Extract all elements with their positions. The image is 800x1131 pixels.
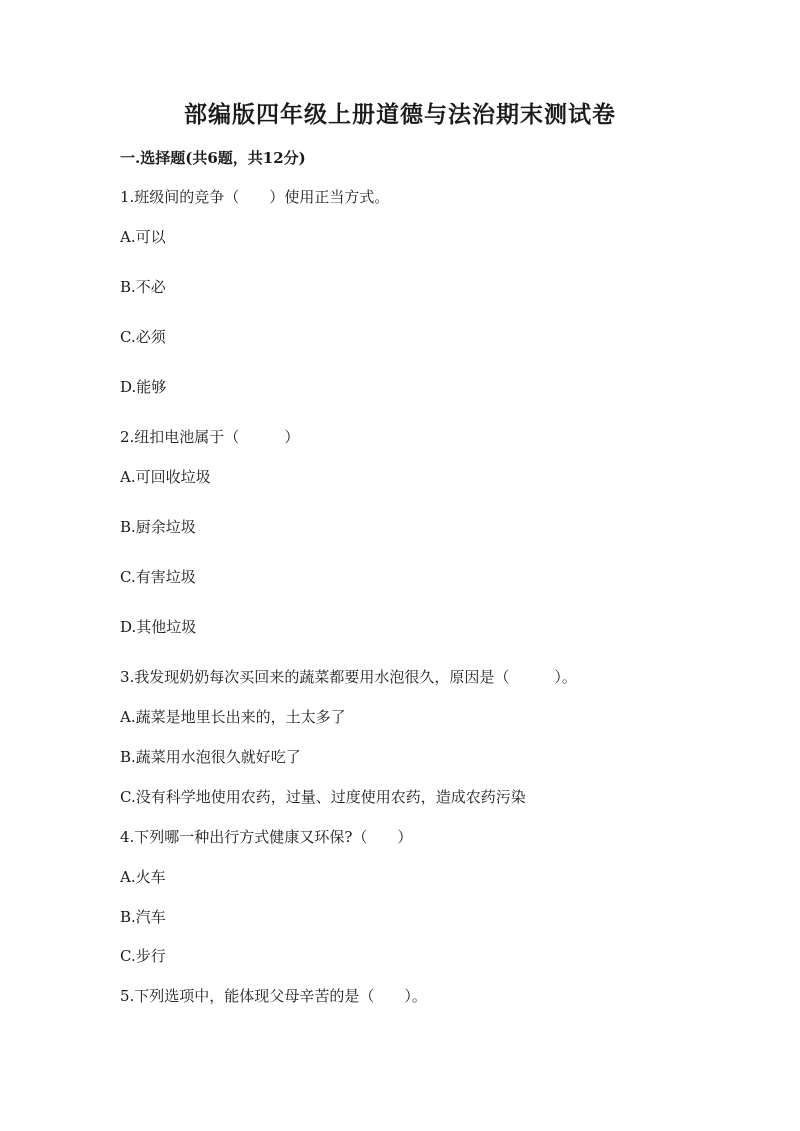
question-4-stem: 4.下列哪一种出行方式健康又环保?（ ）	[120, 828, 413, 846]
question-2-option-c: C.有害垃圾	[120, 568, 196, 586]
question-4-option-a: A.火车	[120, 868, 166, 886]
question-3-option-c: C.没有科学地使用农药，过量、过度使用农药，造成农药污染	[120, 788, 526, 806]
question-4-option-b: B.汽车	[120, 908, 166, 926]
question-1-option-b: B.不必	[120, 278, 166, 296]
question-5-stem: 5.下列选项中，能体现父母辛苦的是（ ）。	[120, 987, 427, 1005]
exam-title: 部编版四年级上册道德与法治期末测试卷	[184, 101, 616, 128]
question-2-option-a: A.可回收垃圾	[120, 468, 211, 486]
question-2-stem: 2.纽扣电池属于（ ）	[120, 428, 300, 446]
question-3-option-a: A.蔬菜是地里长出来的，土太多了	[120, 708, 346, 726]
question-2-option-d: D.其他垃圾	[120, 618, 197, 636]
question-1-stem: 1.班级间的竞争（ ）使用正当方式。	[120, 188, 390, 206]
question-1-option-d: D.能够	[120, 378, 167, 396]
section-heading: 一.选择题(共6题，共12分)	[120, 149, 306, 167]
question-3-option-b: B.蔬菜用水泡很久就好吃了	[120, 748, 301, 766]
question-2-option-b: B.厨余垃圾	[120, 518, 196, 536]
question-3-stem: 3.我发现奶奶每次买回来的蔬菜都要用水泡很久，原因是（ ）。	[120, 668, 577, 686]
question-1-option-c: C.必须	[120, 328, 166, 346]
question-1-option-a: A.可以	[120, 228, 166, 246]
question-4-option-c: C.步行	[120, 947, 166, 965]
